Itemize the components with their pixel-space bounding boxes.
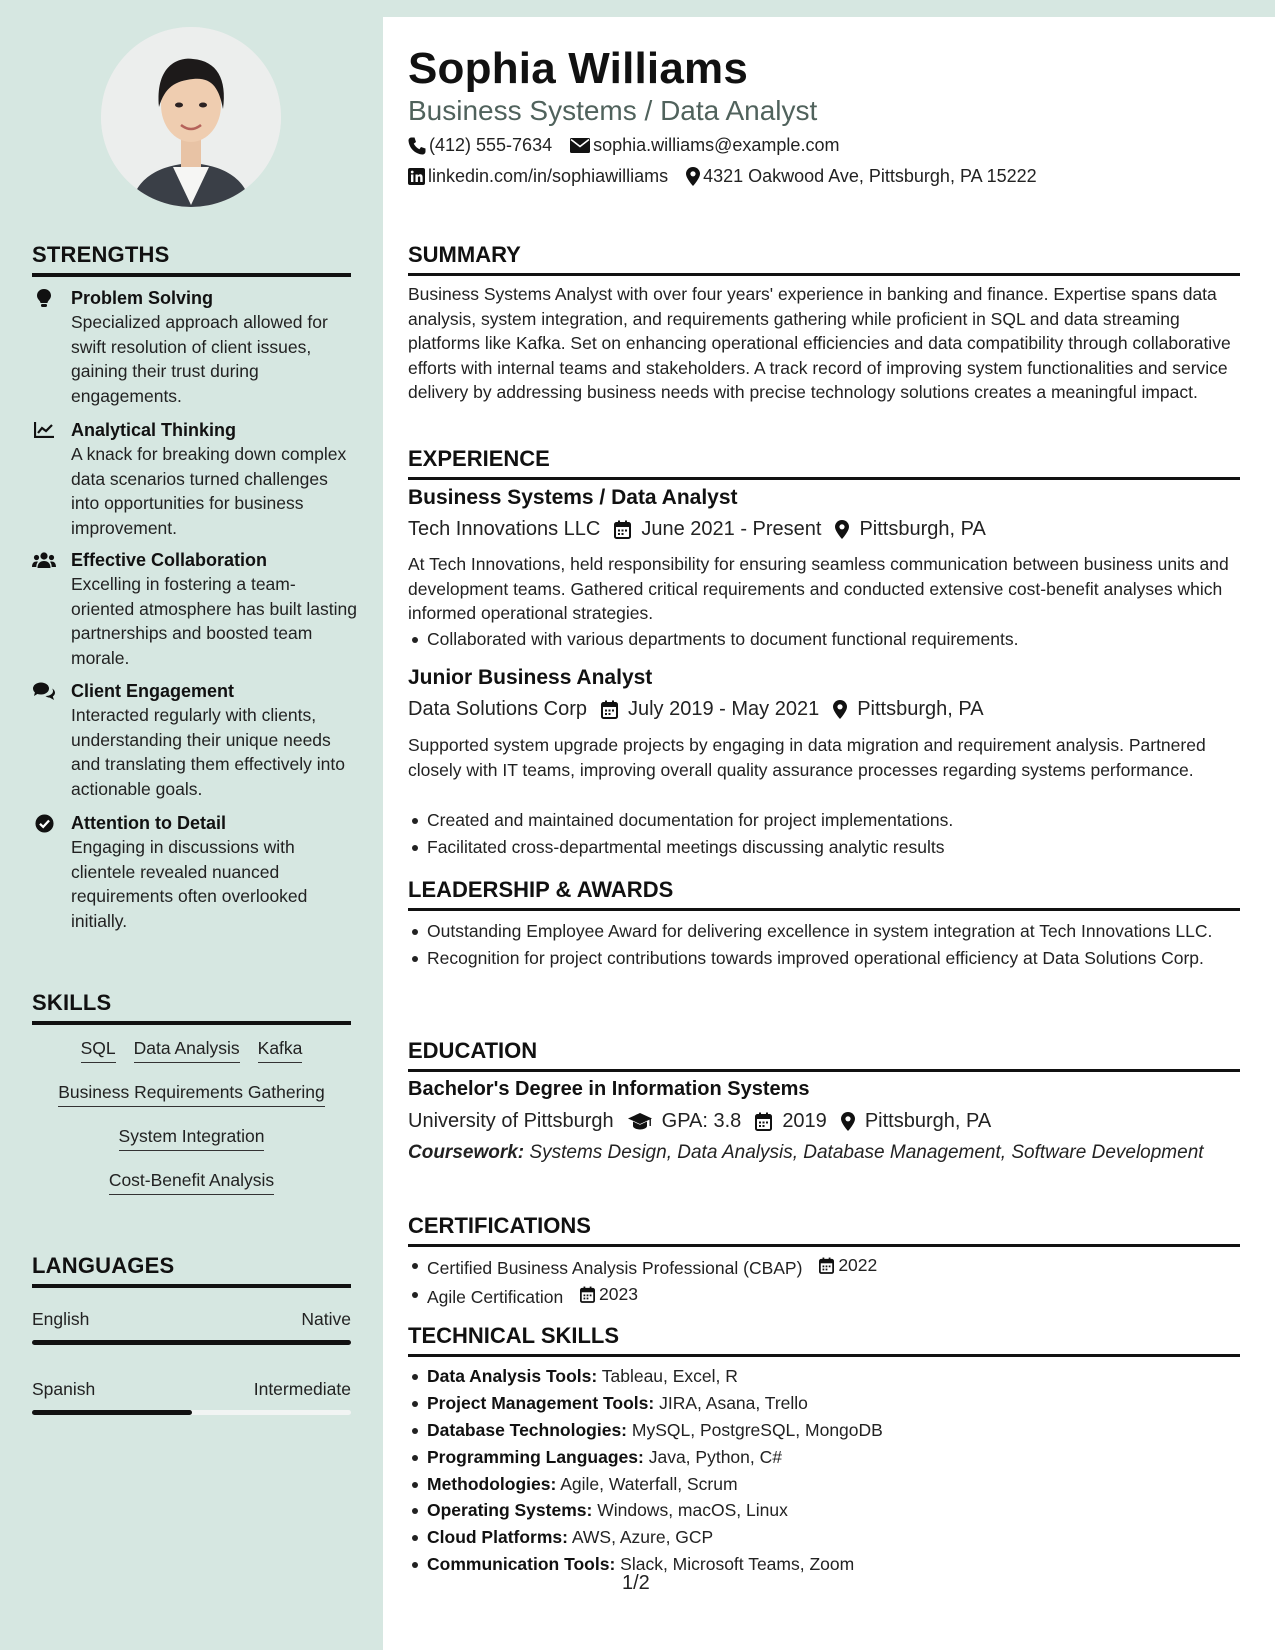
certification-name: Certified Business Analysis Professional (CBAP) — [427, 1257, 803, 1278]
award-item: Outstanding Employee Award for delivering excellence in system integration at Tech Innovations LLC. — [408, 919, 1240, 944]
company-name: Data Solutions Corp — [408, 698, 587, 720]
technical-skill-value: Tableau, Excel, R — [601, 1366, 738, 1386]
job-bullets — [408, 808, 1240, 861]
profile-photo — [101, 27, 281, 207]
technical-skill-item — [408, 1445, 1240, 1470]
certification-item — [408, 1282, 1240, 1309]
technical-skill-value: AWS, Azure, GCP — [571, 1527, 714, 1548]
skill-tag: SQL — [81, 1036, 116, 1063]
technical-skill-value: Slack, Microsoft Teams, Zoom — [620, 1554, 855, 1575]
job-title: Business Systems / Data Analyst — [408, 486, 738, 509]
language-item — [32, 1307, 351, 1345]
job-description: Supported system upgrade projects by engaging in data migration and requirement analysis. Partnered closely with IT teams, improving overall quality assurance processes regarding systems performance. — [408, 735, 1206, 780]
calendar-icon — [580, 1286, 595, 1303]
person-name: Sophia Williams — [408, 44, 749, 93]
job-description: At Tech Innovations, held responsibility for ensuring seamless communication between business units and development teams. Gathered critical requirements and conducted extensive cost-benefit analyses which informed operational strategies. — [408, 554, 1229, 623]
phone-number: (412) 555-7634 — [429, 135, 553, 155]
coursework-label: Coursework: — [408, 1142, 525, 1163]
gpa: GPA: 3.8 — [661, 1110, 742, 1132]
company-name: Tech Innovations LLC — [408, 518, 601, 540]
award-item: Recognition for project contributions towards improved operational efficiency at Data Solutions Corp. — [408, 946, 1240, 971]
technical-skill-label: Communication Tools: — [427, 1554, 616, 1575]
skill-tag: Cost-Benefit Analysis — [109, 1168, 274, 1195]
technical-skill-item — [408, 1391, 1240, 1416]
job-bullet: Facilitated cross-departmental meetings discussing analytic results — [408, 835, 1240, 860]
technical-skill-value: JIRA, Asana, Trello — [659, 1392, 808, 1413]
education-meta — [408, 1110, 1005, 1133]
language-level: Native — [301, 1309, 351, 1329]
strength-title: Attention to Detail — [71, 813, 226, 833]
strength-item — [32, 679, 357, 801]
contact-row — [408, 166, 1055, 187]
language-proficiency-fill — [32, 1410, 192, 1415]
job-location: Pittsburgh, PA — [859, 518, 986, 540]
skill-tag: Business Requirements Gathering — [58, 1080, 325, 1107]
page-number: 1/2 — [622, 1572, 650, 1594]
degree: Bachelor's Degree in Information Systems — [408, 1078, 810, 1100]
strength-desc: A knack for breaking down complex data scenarios turned challenges into opportunities for business improvement. — [71, 444, 347, 538]
job-bullet: Created and maintained documentation for project implementations. — [408, 808, 1240, 833]
job-dates: July 2019 - May 2021 — [627, 698, 820, 720]
certification-item — [408, 1253, 1240, 1280]
calendar-icon — [755, 1112, 772, 1131]
address: 4321 Oakwood Ave, Pittsburgh, PA 15222 — [703, 166, 1037, 186]
address-contact — [686, 166, 1037, 187]
technical-skill-label: Operating Systems: — [427, 1500, 593, 1521]
strength-item — [32, 548, 357, 670]
skill-tag: System Integration — [119, 1124, 265, 1151]
map-pin-icon — [833, 700, 847, 719]
strength-desc: Excelling in fostering a team-oriented atmosphere has built lasting partnerships and boosted team morale. — [71, 574, 358, 668]
coursework — [408, 1140, 1240, 1165]
lightbulb-icon — [32, 288, 56, 308]
strength-desc: Interacted regularly with clients, understanding their unique needs and translating them effectively into actionable goals. — [71, 705, 346, 799]
job-dates-group — [614, 518, 821, 541]
skill-tag: Data Analysis — [134, 1036, 240, 1063]
contact-row — [408, 135, 857, 156]
map-pin-icon — [686, 167, 700, 186]
certification-year: 2023 — [599, 1284, 638, 1305]
awards-list — [408, 919, 1240, 972]
email-address: sophia.williams@example.com — [593, 135, 840, 155]
linkedin-contact[interactable] — [408, 166, 668, 187]
technical-skill-value: MySQL, PostgreSQL, MongoDB — [631, 1419, 883, 1440]
email-contact[interactable] — [570, 135, 839, 156]
technical-skills-list — [408, 1364, 1240, 1579]
skills-heading: SKILLS — [32, 990, 351, 1025]
job-bullets — [408, 627, 1240, 654]
technical-skill-label: Database Technologies: — [427, 1419, 628, 1440]
strength-title: Client Engagement — [71, 681, 235, 701]
strength-title: Analytical Thinking — [71, 420, 237, 440]
strength-item — [32, 418, 357, 540]
technical-skill-value: Java, Python, C# — [648, 1446, 782, 1467]
grad-year: 2019 — [782, 1110, 827, 1132]
summary-heading: SUMMARY — [408, 242, 1240, 276]
language-proficiency-bar — [32, 1340, 351, 1345]
job-location-group — [833, 698, 983, 721]
technical-skill-item — [408, 1472, 1240, 1497]
strength-title: Effective Collaboration — [71, 550, 268, 570]
technical-skill-label: Cloud Platforms: — [427, 1527, 568, 1548]
job-bullet: Collaborated with various departments to document functional requirements. — [408, 627, 1240, 652]
language-proficiency-bar — [32, 1410, 351, 1415]
calendar-icon — [601, 700, 618, 719]
skill-tag: Kafka — [258, 1036, 303, 1063]
strength-desc: Specialized approach allowed for swift resolution of client issues, gaining their trust during engagements. — [71, 312, 328, 406]
language-name: English — [32, 1309, 90, 1329]
technical-skill-value: Agile, Waterfall, Scrum — [560, 1473, 738, 1494]
users-icon — [32, 550, 56, 570]
map-pin-icon — [835, 520, 849, 539]
linkedin-icon — [408, 168, 425, 185]
school-location: Pittsburgh, PA — [864, 1110, 992, 1132]
job-meta — [408, 698, 998, 721]
job-dates: June 2021 - Present — [641, 518, 822, 540]
technical-skill-item — [408, 1418, 1240, 1443]
strength-title: Problem Solving — [71, 288, 214, 308]
comments-icon — [32, 681, 56, 701]
languages-heading: LANGUAGES — [32, 1253, 351, 1288]
technical-skill-label: Programming Languages: — [427, 1446, 644, 1467]
leadership-heading: LEADERSHIP & AWARDS — [408, 877, 1240, 911]
technical-skills-heading: TECHNICAL SKILLS — [408, 1323, 1240, 1357]
technical-skill-item — [408, 1525, 1240, 1550]
check-circle-icon — [32, 813, 56, 833]
technical-skill-item — [408, 1498, 1240, 1523]
job-dates-group — [601, 698, 819, 721]
top-band — [383, 0, 1275, 17]
education-heading: EDUCATION — [408, 1038, 1240, 1072]
strength-item — [32, 811, 357, 933]
technical-skill-label: Methodologies: — [427, 1473, 557, 1494]
technical-skill-value: Windows, macOS, Linux — [597, 1500, 788, 1521]
technical-skill-label: Project Management Tools: — [427, 1392, 655, 1413]
phone-contact[interactable] — [408, 135, 552, 156]
certifications-heading: CERTIFICATIONS — [408, 1213, 1240, 1247]
job-meta — [408, 518, 1000, 541]
skills-list — [32, 1036, 351, 1212]
gpa-group — [628, 1110, 742, 1133]
language-level: Intermediate — [253, 1379, 351, 1399]
chart-line-icon — [32, 420, 56, 440]
job-title: Junior Business Analyst — [408, 666, 653, 689]
calendar-icon — [819, 1257, 834, 1274]
strengths-heading: STRENGTHS — [32, 242, 351, 277]
graduation-cap-icon — [628, 1113, 652, 1130]
certification-year: 2022 — [838, 1255, 878, 1275]
grad-year-group — [755, 1110, 827, 1133]
calendar-icon — [614, 520, 631, 539]
job-location: Pittsburgh, PA — [857, 698, 984, 720]
language-proficiency-fill — [32, 1340, 351, 1345]
technical-skill-item — [408, 1552, 1240, 1577]
job-location-group — [835, 518, 985, 541]
map-pin-icon — [841, 1112, 855, 1131]
certification-date — [580, 1282, 638, 1307]
strength-item — [32, 286, 357, 408]
technical-skill-item — [408, 1364, 1240, 1389]
job-headline: Business Systems / Data Analyst — [408, 95, 818, 126]
experience-heading: EXPERIENCE — [408, 446, 1240, 480]
school-name: University of Pittsburgh — [408, 1110, 614, 1132]
language-name: Spanish — [32, 1379, 96, 1399]
strength-desc: Engaging in discussions with clientele revealed nuanced requirements often overlooked initially. — [71, 837, 308, 931]
envelope-icon — [570, 138, 590, 153]
phone-icon — [408, 137, 426, 155]
language-item — [32, 1377, 351, 1415]
school-location-group — [841, 1110, 991, 1133]
summary-text: Business Systems Analyst with over four years' experience in banking and finance. Expertise spans data analysis, system integration, and requirements gathering while proficient in SQL and data streaming platforms like Kafka. Set on enhancing operational efficiencies and data compatibility through collaborative efforts with internal teams and stakeholders. A track record of improving system functionalities and service delivery by addressing business needs with precise technology solutions creates a meaningful impact. — [408, 284, 1231, 402]
certifications-list — [408, 1253, 1240, 1312]
technical-skill-label: Data Analysis Tools: — [427, 1366, 598, 1386]
certification-date — [819, 1253, 877, 1278]
certification-name: Agile Certification — [427, 1287, 564, 1307]
linkedin-url: linkedin.com/in/sophiawilliams — [428, 166, 669, 186]
coursework-list: Systems Design, Data Analysis, Database Management, Software Development — [529, 1142, 1204, 1163]
